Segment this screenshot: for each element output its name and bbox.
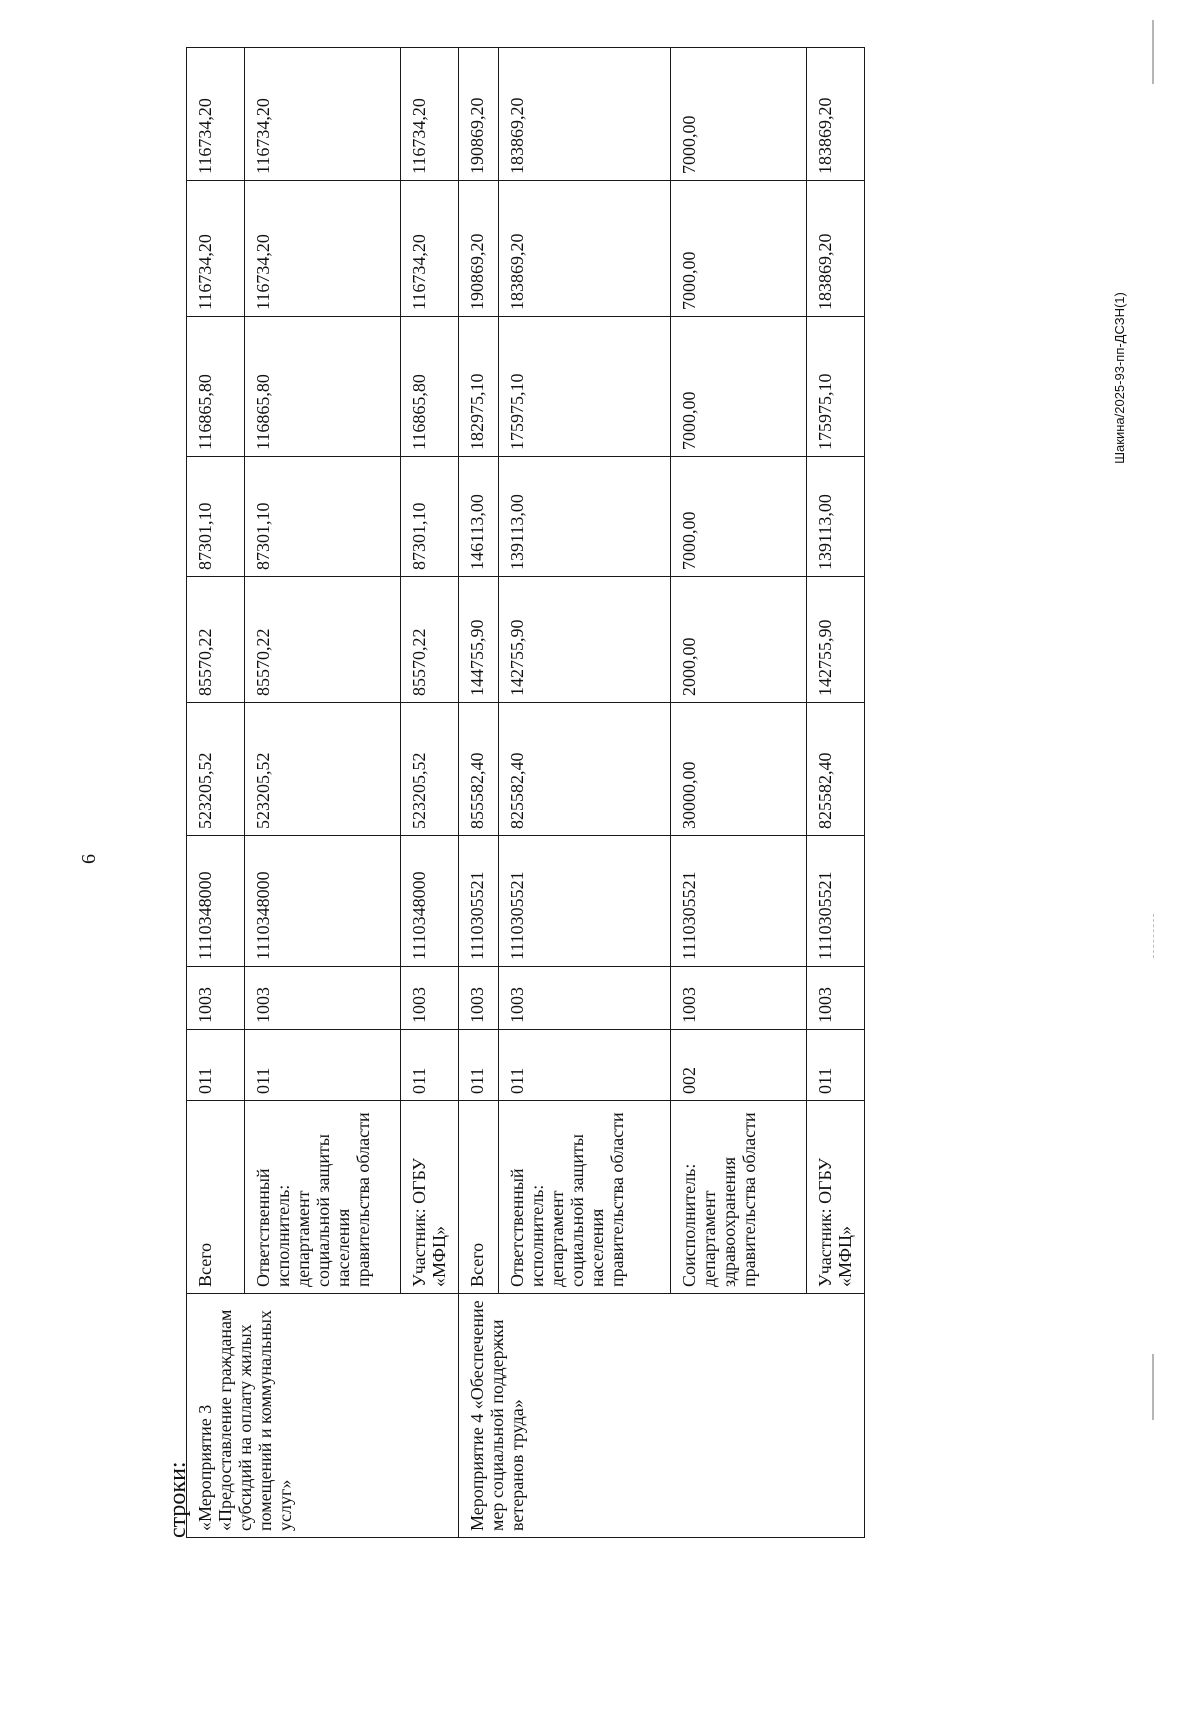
rzpr-cell: 1003 [459,967,499,1030]
csr-cell: 1110305521 [807,836,865,967]
value-cell: 116865,80 [401,317,459,457]
value-cell: 190869,20 [459,181,499,317]
measure-title: Мероприятие 4 «Обеспечение мер социальной поддержки ветеранов труда» [459,1294,865,1538]
rzpr-cell: 1003 [401,967,459,1030]
value-cell: 146113,00 [459,457,499,577]
value-cell: 85570,22 [401,577,459,703]
value-cell: 523205,52 [187,703,245,836]
value-cell: 116734,20 [245,48,401,181]
caption: строки: [165,1461,191,1538]
value-cell: 183869,20 [499,48,671,181]
value-cell: 175975,10 [499,317,671,457]
grbs-cell: 011 [187,1030,245,1101]
scan-mark [1152,1354,1154,1420]
page-number: 6 [78,854,100,864]
value-cell: 183869,20 [807,48,865,181]
value-cell: 87301,10 [401,457,459,577]
grbs-cell: 002 [671,1030,807,1101]
value-cell: 30000,00 [671,703,807,836]
rzpr-cell: 1003 [671,967,807,1030]
role-cell: Участник: ОГБУ «МФЦ» [401,1101,459,1294]
scan-mark [1152,20,1154,84]
value-cell: 175975,10 [807,317,865,457]
scan-mark [1153,914,1154,958]
value-cell: 116865,80 [245,317,401,457]
role-cell: Всего [187,1101,245,1294]
value-cell: 139113,00 [807,457,865,577]
value-cell: 183869,20 [499,181,671,317]
value-cell: 116734,20 [401,48,459,181]
value-cell: 7000,00 [671,457,807,577]
role-cell: Ответственный исполнитель: департамент социальной защиты населения правительства области [499,1101,671,1294]
value-cell: 87301,10 [187,457,245,577]
role-cell: Ответственный исполнитель: департамент социальной защиты населения правительства области [245,1101,401,1294]
csr-cell: 1110348000 [245,836,401,967]
value-cell: 855582,40 [459,703,499,836]
rzpr-cell: 1003 [245,967,401,1030]
role-cell: Всего [459,1101,499,1294]
value-cell: 7000,00 [671,317,807,457]
measure-title: «Мероприятие 3 «Предоставление гражданам субсидий на оплату жилых помещений и коммунальных услуг» [187,1294,459,1538]
rzpr-cell: 1003 [499,967,671,1030]
grbs-cell: 011 [499,1030,671,1101]
value-cell: 7000,00 [671,48,807,181]
value-cell: 116734,20 [245,181,401,317]
rzpr-cell: 1003 [187,967,245,1030]
value-cell: 144755,90 [459,577,499,703]
value-cell: 85570,22 [245,577,401,703]
value-cell: 523205,52 [245,703,401,836]
value-cell: 116865,80 [187,317,245,457]
value-cell: 139113,00 [499,457,671,577]
value-cell: 87301,10 [245,457,401,577]
value-cell: 825582,40 [499,703,671,836]
table-row [459,48,499,1538]
csr-cell: 1110348000 [187,836,245,967]
budget-table [186,47,865,1538]
csr-cell: 1110305521 [459,836,499,967]
grbs-cell: 011 [459,1030,499,1101]
grbs-cell: 011 [807,1030,865,1101]
value-cell: 142755,90 [499,577,671,703]
rzpr-cell: 1003 [807,967,865,1030]
role-cell: Участник: ОГБУ «МФЦ» [807,1101,865,1294]
table-row [187,48,245,1538]
csr-cell: 1110305521 [499,836,671,967]
value-cell: 116734,20 [187,48,245,181]
role-cell: Соисполнитель: департамент здравоохранения правительства области [671,1101,807,1294]
csr-cell: 1110348000 [401,836,459,967]
value-cell: 182975,10 [459,317,499,457]
grbs-cell: 011 [245,1030,401,1101]
value-cell: 142755,90 [807,577,865,703]
grbs-cell: 011 [401,1030,459,1101]
value-cell: 85570,22 [187,577,245,703]
value-cell: 825582,40 [807,703,865,836]
value-cell: 183869,20 [807,181,865,317]
document-code: Шакина/2025-93-пп-ДСЗН(1) [1112,292,1127,464]
value-cell: 7000,00 [671,181,807,317]
value-cell: 116734,20 [187,181,245,317]
value-cell: 116734,20 [401,181,459,317]
value-cell: 523205,52 [401,703,459,836]
value-cell: 190869,20 [459,48,499,181]
value-cell: 2000,00 [671,577,807,703]
csr-cell: 1110305521 [671,836,807,967]
